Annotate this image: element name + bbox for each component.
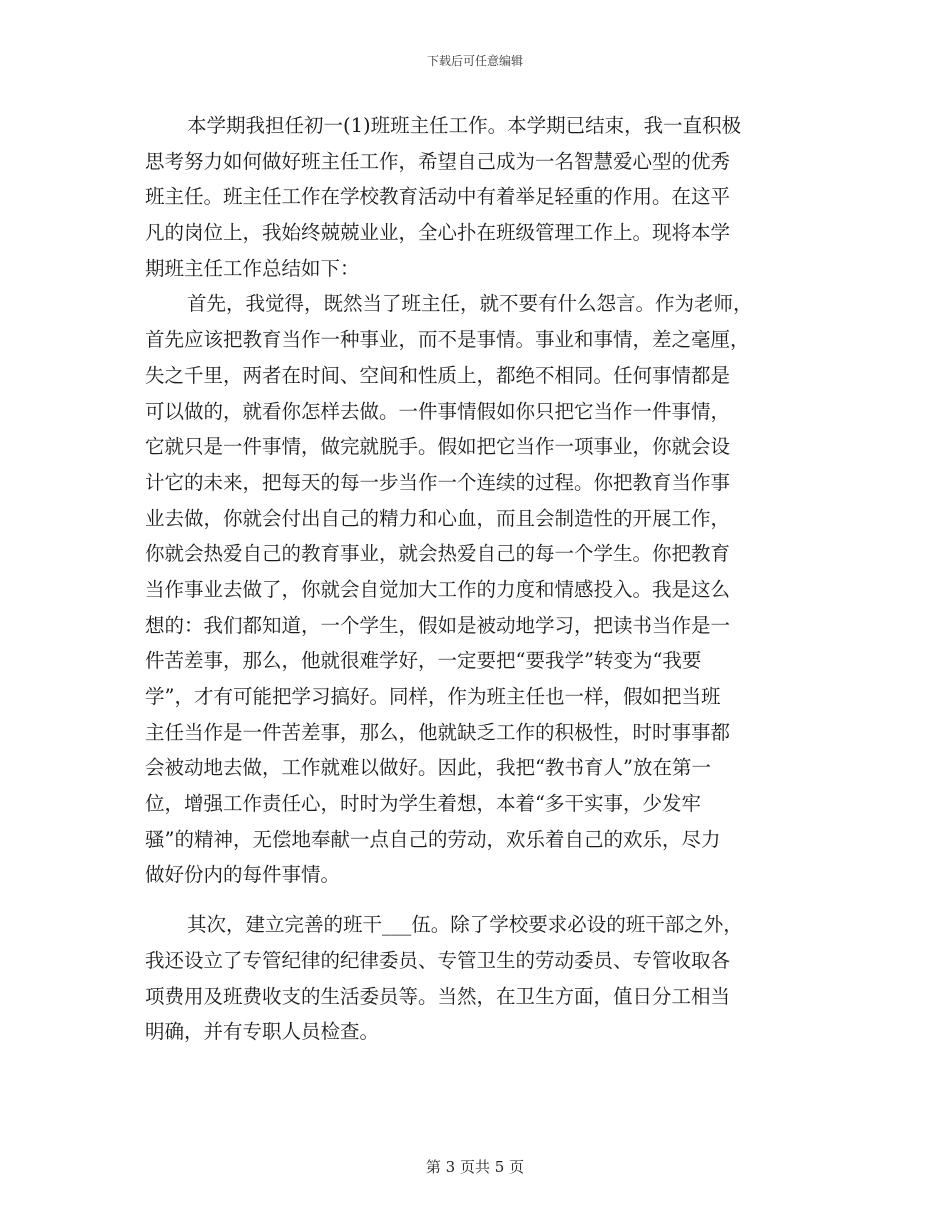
text-line: 首先应该把教育当作一种事业，而不是事情。事业和事情，差之毫厘， bbox=[145, 328, 750, 352]
text-line: 可以做的，就看你怎样去做。一件事情假如你只把它当作一件事情， bbox=[145, 399, 731, 423]
paragraph-spacer bbox=[145, 893, 805, 907]
text-line: 我还设立了专管纪律的纪律委员、专管卫生的劳动委员、专管收取各 bbox=[145, 948, 731, 972]
text-line: 项费用及班费收支的生活委员等。当然，在卫生方面，值日分工相当 bbox=[145, 984, 731, 1008]
text-line: 本学期我担任初一(1)班班主任工作。本学期已结束，我一直积极 bbox=[187, 114, 742, 137]
text-line: 明确，并有专职人员检查。 bbox=[145, 1020, 380, 1044]
text-line: 业去做，你就会付出自己的精力和心血，而且会制造性的开展工作， bbox=[145, 506, 731, 530]
text-line: 件苦差事，那么，他就很难学好，一定要把“要我学”转变为“我要 bbox=[145, 649, 702, 673]
paragraph-first-point bbox=[145, 286, 805, 893]
page-header-note: 下载后可任意编辑 bbox=[426, 54, 523, 68]
text-line: 位，增强工作责任心，时时为学生着想，本着“多干实事，少发牢 bbox=[145, 792, 701, 816]
text-line: 学”，才有可能把学习搞好。同样，作为班主任也一样，假如把当班 bbox=[145, 685, 721, 708]
text-line: 做好份内的每件事情。 bbox=[145, 863, 341, 887]
text-line: 计它的未来，把每天的每一步当作一个连续的过程。你把教育当作事 bbox=[145, 470, 731, 494]
page-number: 第 3 页共 5 页 bbox=[425, 1158, 525, 1176]
text-line: 你就会热爱自己的教育事业，就会热爱自己的每一个学生。你把教育 bbox=[145, 542, 731, 566]
text-line: 首先，我觉得，既然当了班主任，就不要有什么怨言。作为老师， bbox=[187, 292, 753, 316]
text-line: 期班主任工作总结如下： bbox=[145, 256, 360, 280]
text-line: 骚”的精神，无偿地奉献一点自己的劳动，欢乐着自己的欢乐，尽力 bbox=[145, 827, 721, 851]
document-body bbox=[145, 108, 805, 1050]
text-line: 其次，建立完善的班干___伍。除了学校要求必设的班干部之外， bbox=[187, 913, 743, 937]
text-line: 凡的岗位上，我始终兢兢业业，全心扑在班级管理工作上。现将本学 bbox=[145, 221, 731, 245]
text-line: 思考努力如何做好班主任工作，希望自己成为一名智慧爱心型的优秀 bbox=[145, 149, 731, 173]
text-line: 班主任。班主任工作在学校教育活动中有着举足轻重的作用。在这平 bbox=[145, 185, 731, 209]
text-line: 主任当作是一件苦差事，那么，他就缺乏工作的积极性，时时事事都 bbox=[145, 720, 731, 744]
paragraph-intro bbox=[145, 108, 805, 286]
paragraph-second-point bbox=[145, 907, 805, 1050]
text-line: 它就只是一件事情，做完就脱手。假如把它当作一项事业，你就会设 bbox=[145, 435, 731, 459]
text-line: 想的：我们都知道，一个学生，假如是被动地学习，把读书当作是一 bbox=[145, 613, 731, 637]
text-line: 当作事业去做了，你就会自觉加大工作的力度和情感投入。我是这么 bbox=[145, 577, 731, 601]
text-line: 失之千里，两者在时间、空间和性质上，都绝不相同。任何事情都是 bbox=[145, 363, 731, 387]
text-line: 会被动地去做，工作就难以做好。因此，我把“教书育人”放在第一 bbox=[145, 756, 711, 780]
